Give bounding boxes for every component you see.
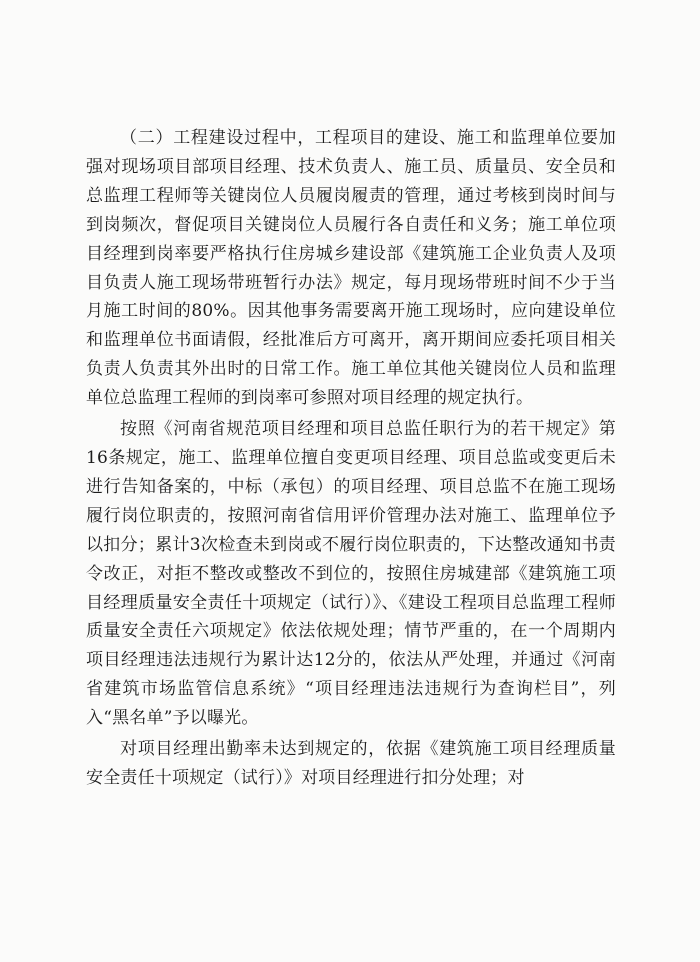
paragraph-2: 按照《河南省规范项目经理和项目总监任职行为的若干规定》第16条规定，施工、监理单位擅自变更项目经理、项目总监或变更后未进行告知备案的，中标（承包）的项目经理、项目总监不在施工现场履行岗位职责的，按照河南省信用评价管理办法对施工、监理单位予以扣分；累计3次检查未到岗或不履行岗位职责的，下达整改通知书责令改正，对拒不整改或整改不到位的，按照住房城建部《建筑施工项目经理质量安全责任十项规定（试行）》、《建设工程项目总监理工程师质量安全责任六项规定》依法依规处理；情节严重的，在一个周期内项目经理违法违规行为累计达12分的，依法从严处理，并通过《河南省建筑市场监管信息系统》“项目经理违法违规行为查询栏目”，列入“黑名单”予以曝光。: [86, 419, 616, 729]
paragraph-1: （二）工程建设过程中，工程项目的建设、施工和监理单位要加强对现场项目部项目经理、技术负责人、施工员、质量员、安全员和总监理工程师等关键岗位人员履岗履责的管理，通过考核到岗时间与到岗频次，督促项目关键岗位人员履行各自责任和义务；施工单位项目经理到岗率要严格执行住房城乡建设部《建筑施工企业负责人及项目负责人施工现场带班暂行办法》规定，每月现场带班时间不少于当月施工时间的80%。因其他事务需要离开施工现场时，应向建设单位和监理单位书面请假，经批准后方可离开，离开期间应委托项目相关负责人负责其外出时的日常工作。施工单位其他关键岗位人员和监理单位总监理工程师的到岗率可参照对项目经理的规定执行。: [86, 128, 616, 409]
paragraph-3: 对项目经理出勤率未达到规定的，依据《建筑施工项目经理质量安全责任十项规定（试行）》对项目经理进行扣分处理；对: [86, 739, 616, 788]
document-body: [86, 124, 616, 795]
